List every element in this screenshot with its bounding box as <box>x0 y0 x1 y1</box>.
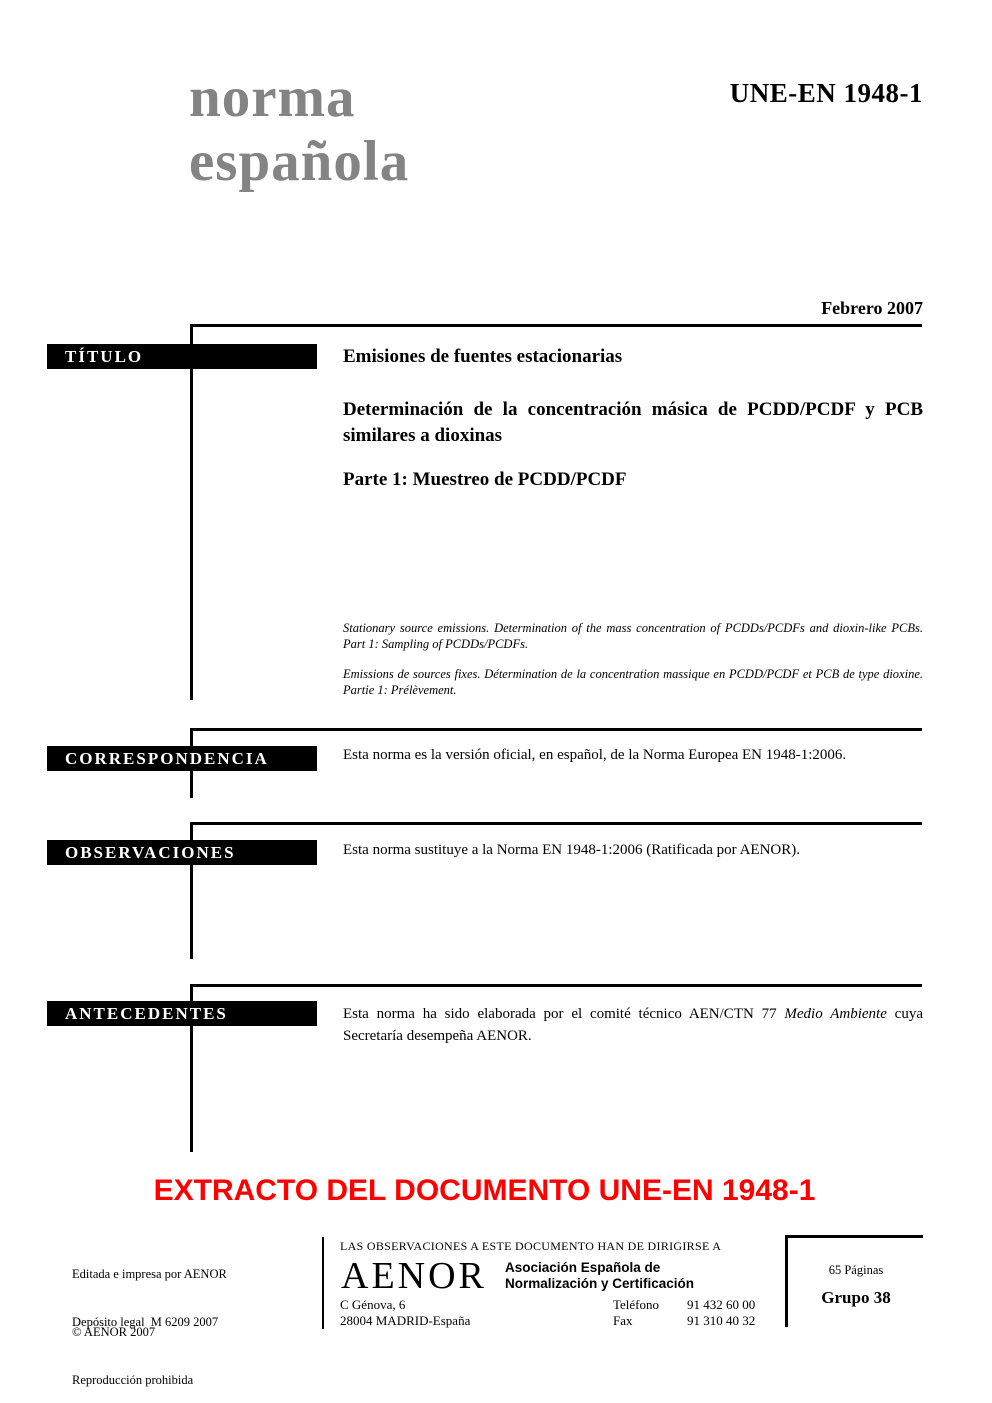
aenor-fullname <box>505 1260 694 1291</box>
aenor-fullname-line-1: Asociación Española de <box>505 1260 661 1275</box>
titulo-vertical-rule <box>190 324 193 700</box>
antecedentes-horizontal-rule <box>190 984 922 987</box>
aenor-fullname-line-2: Normalización y Certificación <box>505 1275 695 1291</box>
antecedentes-label-bar <box>47 1001 317 1026</box>
footer-address-line-1: C Génova, 6 <box>340 1297 406 1312</box>
correspondencia-label-bar <box>47 746 317 771</box>
pagebox-top-rule <box>785 1235 923 1238</box>
page-count: 65 Páginas <box>828 1263 884 1277</box>
logo-line-2: española <box>189 130 410 193</box>
footer-notice: LAS OBSERVACIONES A ESTE DOCUMENTO HAN DE DIRIGIRSE A <box>340 1239 722 1253</box>
footer-contact-labels <box>613 1297 659 1329</box>
antecedentes-text-before: Esta norma ha sido elaborada por el comité técnico AEN/CTN 77 <box>343 1006 785 1022</box>
fax-label: Fax <box>613 1313 633 1328</box>
antecedentes-text-after: cuya Secretaría desempeña AENOR. <box>343 1006 923 1044</box>
observaciones-label: OBSERVACIONES <box>65 842 236 862</box>
logo-line-1: norma <box>189 66 356 129</box>
antecedentes-text <box>343 1003 923 1047</box>
phone-value: 91 432 60 00 <box>687 1297 756 1312</box>
titulo-horizontal-rule <box>190 324 922 327</box>
footer-reproduction: Reproducción prohibida <box>72 1373 194 1387</box>
publication-date: Febrero 2007 <box>821 298 923 318</box>
correspondencia-label: CORRESPONDENCIA <box>65 748 269 768</box>
footer-copyright-block <box>72 1292 193 1403</box>
footer-address <box>340 1297 470 1329</box>
pagebox-left-rule <box>785 1235 788 1327</box>
aenor-logo: AENOR <box>341 1255 487 1297</box>
footer-copyright: © AENOR 2007 <box>72 1325 156 1339</box>
observaciones-text: Esta norma sustituye a la Norma EN 1948-1:2006 (Ratificada por AENOR). <box>343 842 800 858</box>
title-main: Determinación de la concentración másica de PCDD/PCDF y PCB similares a dioxinas <box>343 399 923 446</box>
observaciones-label-bar <box>47 840 317 865</box>
footer-legal-deposit: Depósito legal M 6209 2007 <box>72 1315 219 1329</box>
titulo-label: TÍTULO <box>65 346 144 366</box>
title-part: Parte 1: Muestreo de PCDD/PCDF <box>343 469 627 490</box>
norma-espanola-logo <box>189 66 409 194</box>
footer-contact-values <box>687 1297 755 1329</box>
extract-banner: EXTRACTO DEL DOCUMENTO UNE-EN 1948-1 <box>153 1174 816 1207</box>
fax-value: 91 310 40 32 <box>687 1313 756 1328</box>
footer-divider-line <box>322 1237 324 1329</box>
titulo-label-bar <box>47 344 317 369</box>
antecedentes-label: ANTECEDENTES <box>65 1003 228 1023</box>
title-english: Stationary source emissions. Determination of the mass concentration of PCDDs/PCDFs and dioxin-like PCBs. Part 1: Sampling of PCDDs/PCDFs. <box>343 621 923 651</box>
doc-code: UNE-EN 1948-1 <box>729 78 923 108</box>
antecedentes-committee-name: Medio Ambiente <box>784 1006 887 1022</box>
group-number: Grupo 38 <box>821 1288 891 1307</box>
correspondencia-horizontal-rule <box>190 728 922 731</box>
observaciones-horizontal-rule <box>190 822 922 825</box>
footer-edited-by: Editada e impresa por AENOR <box>72 1267 227 1281</box>
title-subject: Emisiones de fuentes estacionarias <box>343 346 623 367</box>
title-french: Emissions de sources fixes. Détermination de la concentration massique en PCDD/PCDF et PCB de type dioxine. Partie 1: Prélèvement. <box>343 667 923 697</box>
correspondencia-text: Esta norma es la versión oficial, en español, de la Norma Europea EN 1948-1:2006. <box>343 747 847 763</box>
footer-address-line-2: 28004 MADRID-España <box>340 1313 471 1328</box>
phone-label: Teléfono <box>613 1297 660 1312</box>
